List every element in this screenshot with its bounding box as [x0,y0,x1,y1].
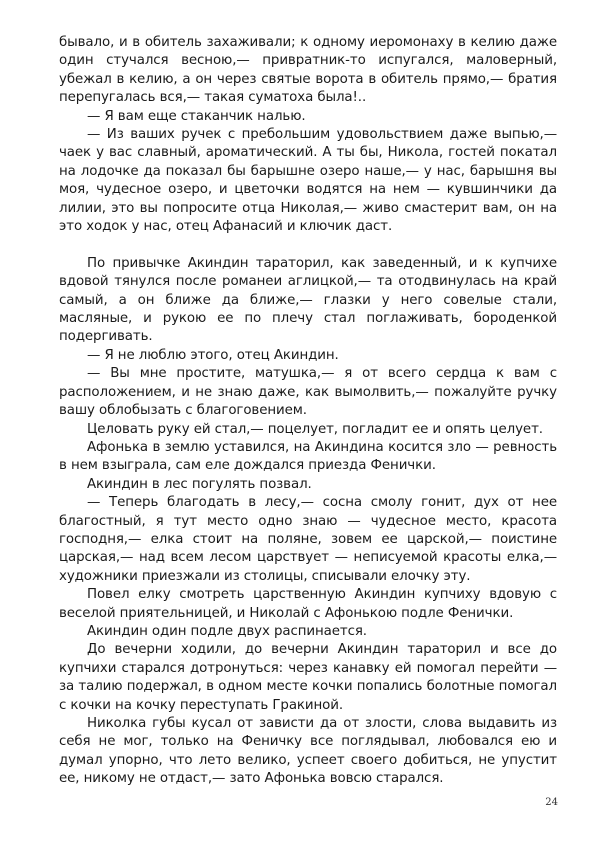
paragraph: — Из ваших ручек с пребольшим удовольствием даже выпью,— чаек у вас славный, ароматический. А ты бы, Никола, гостей покатал на лодочке да показал бы барышне озеро наше,— у нас, барышня вы моя, чудесное озеро, и цветочки водятся на нем — кувшинчики да лилии, это вы попросите отца Николая,— живо смастерит вам, он на это ходок у нас, отец Афанасий и ключик даст. [59,127,557,235]
paragraph: — Я не люблю этого, отец Акиндин. [87,347,339,363]
paragraph: Повел елку смотреть царственную Акиндин купчиху вдовую с веселой приятельницей, и Николай с Афонькою подле Фенички. [59,587,557,621]
page-body [59,34,557,789]
paragraph: — Вы мне простите, матушка,— я от всего сердца к вам с расположением, и не знаю даже, как вымолвить,— пожалуйте ручку вашу облобызать с благоговением. [59,366,557,419]
paragraph: — Теперь благодать в лесу,— сосна смолу гонит, дух от нее благостный, я тут место одно знаю — чудесное место, красота господня,— елка стоит на поляне, зовем ее царской,— поистине царская,— над всем лесом царствует — неписуемой красоты елка,— художники приезжали из столицы, списывали елочку эту. [59,495,557,584]
paragraph: Афонька в землю уставился, на Акиндина косится зло — ревность в нем взыграла, сам еле дождался приезда Фенички. [59,439,557,474]
paragraph: Николка губы кусал от зависти да от злости, слова выдавить из себя не мог, только на Феничку все поглядывал, любовался ею и думал упорно, что лето велико, успеет своего добиться, не упустит ее, никому не отдаст,— зато Афонька вовсю старался. [59,716,557,787]
paragraph: Целовать руку ей стал,— поцелует, погладит ее и опять целует. [87,421,543,437]
paragraph: По привычке Акиндин тараторил, как заведенный, и к купчихе вдовой тянулся после романеи аглицкой,— та отодвинулась на край самый, а он ближе да ближе,— глазки у него совелые стали, масляные, и рукою ее по плечу стал поглаживать, бороденкой подергивать. [59,255,557,345]
paragraph-continued: бывало, и в обитель захаживали; к одному иеромонаху в келию даже один стучался весною,— привратник-то испугался, маловерный, убежал в келию, а он через святые ворота в обитель прямо,— братия перепугалась вся,— такая суматоха была!.. [59,35,557,106]
paragraph: Акиндин один подле двух распинается. [87,623,367,639]
paragraph: Акиндин в лес погулять позвал. [87,476,312,492]
paragraph: До вечерни ходили, до вечерни Акиндин тараторил и все до купчихи старался дотронуться: через канавку ей помогал перейти — за талию подержал, в одном месте кочки попались болотные помогал с кочки на кочку переступать Гракиной. [59,642,557,713]
page-number: 24 [545,797,558,808]
paragraph: — Я вам еще стаканчик налью. [87,108,306,124]
